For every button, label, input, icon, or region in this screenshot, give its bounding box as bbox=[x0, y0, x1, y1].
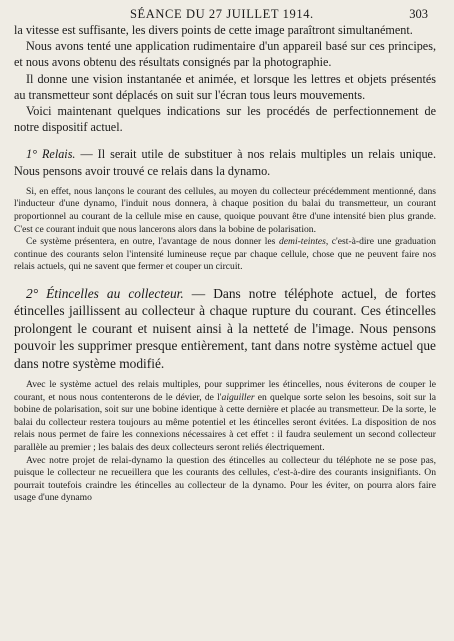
small-text-span: en quelque sorte selon les besoins, soit sur la bobine de polarisation, soit sur une bobine identique à cette dernière et placée au transmetteur. De la sorte, le balai du collecteur restera toujours au même potentiel et les étincelles seront évitées. La disposition de nos relais nous permet de faire les connexions nécessaires à cet effet : il faudra seulement un second collecteur parallèle au premier ; les balais des deux collecteurs seront reliés électriquement. bbox=[14, 391, 436, 453]
small-text-span: Ce système présentera, en outre, l'avantage de nous donner les bbox=[26, 236, 279, 248]
running-header bbox=[0, 7, 454, 23]
small-paragraph-relais-multiples bbox=[14, 379, 436, 455]
small-text-span: , c'est-à-dire une graduation continue des courants selon l'intensité lumineuse reçue par chaque cellule, chose que ne peuvent faire nos relais actuels, qui ne savent que fermer et couper un circuit. bbox=[14, 236, 436, 273]
section-relais bbox=[14, 146, 436, 178]
section-etincelles-heading: 2° Étincelles au collecteur. bbox=[26, 285, 184, 301]
page-number: 303 bbox=[409, 7, 428, 21]
paragraph-vision: Il donne une vision instantanée et animée, et lorsque les lettres et objets présentés au transmetteur sont déplacés on suit sur l'écran tous leurs mouvements. bbox=[14, 71, 436, 102]
small-paragraph-demi-teintes bbox=[14, 236, 436, 274]
section-etincelles bbox=[14, 285, 436, 372]
section-relais-text: — Il serait utile de substituer à nos relais multiples un relais unique. Nous pensons avoir trouvé ce relais dans la dynamo. bbox=[14, 147, 436, 178]
small-paragraph-dynamo: Si, en effet, nous lançons le courant des cellules, au moyen du collecteur précédemment mentionné, dans l'inducteur d'une dynamo, l'induit nous donnera, à chaque position du balai du transmetteur, un courant proportionnel au courant de la cellule mise en cause, quoique pouvant être d'une intensité bien plus grande. C'est ce courant induit que nous lancerons alors dans la bobine de polarisation. bbox=[14, 185, 436, 235]
italic-demi-teintes: demi-teintes bbox=[278, 236, 326, 248]
section-etincelles-text: — Dans notre téléphote actuel, de fortes étincelles jaillissent au collecteur à chaque rupture du courant. Ces étincelles prolongent le courant et nuisent ainsi à la netteté de l'image. Nous pensons pouvoir les supprimer presque entièrement, tant dans notre système actuel que dans notre système modifié. bbox=[14, 285, 436, 371]
small-text-span: Avec le système actuel des relais multiples, pour supprimer les étincelles, nous éviterons de couper le courant, et nous nous contenterons de le dévier, de l' bbox=[14, 379, 436, 403]
small-paragraph-relai-dynamo: Avec notre projet de relai-dynamo la question des étincelles au collecteur du téléphote ne se pose pas, puisque le collecteur ne recueillera que les courants des cellules, c'est-à-dire des courants insignifiants. On pourrait toutefois craindre les étincelles au collecteur de la dynamo. Pour les éviter, on pourra alors faire usage d'une dynamo bbox=[14, 454, 436, 504]
paragraph-application: Nous avons tenté une application rudimentaire d'un appareil basé sur ces principes, et nous avons obtenu des résultats consignés par la photographie. bbox=[14, 39, 436, 70]
page-body bbox=[14, 22, 436, 505]
header-title: SÉANCE DU 27 JUILLET 1914. bbox=[130, 7, 314, 21]
italic-aiguiller: aiguiller bbox=[221, 391, 255, 403]
paragraph-indications: Voici maintenant quelques indications sur les procédés de perfectionnement de notre dispositif actuel. bbox=[14, 104, 436, 135]
paragraph-continued: la vitesse est suffisante, les divers points de cette image paraîtront simultanément. bbox=[14, 23, 413, 37]
section-relais-heading: 1° Relais. bbox=[26, 147, 76, 162]
